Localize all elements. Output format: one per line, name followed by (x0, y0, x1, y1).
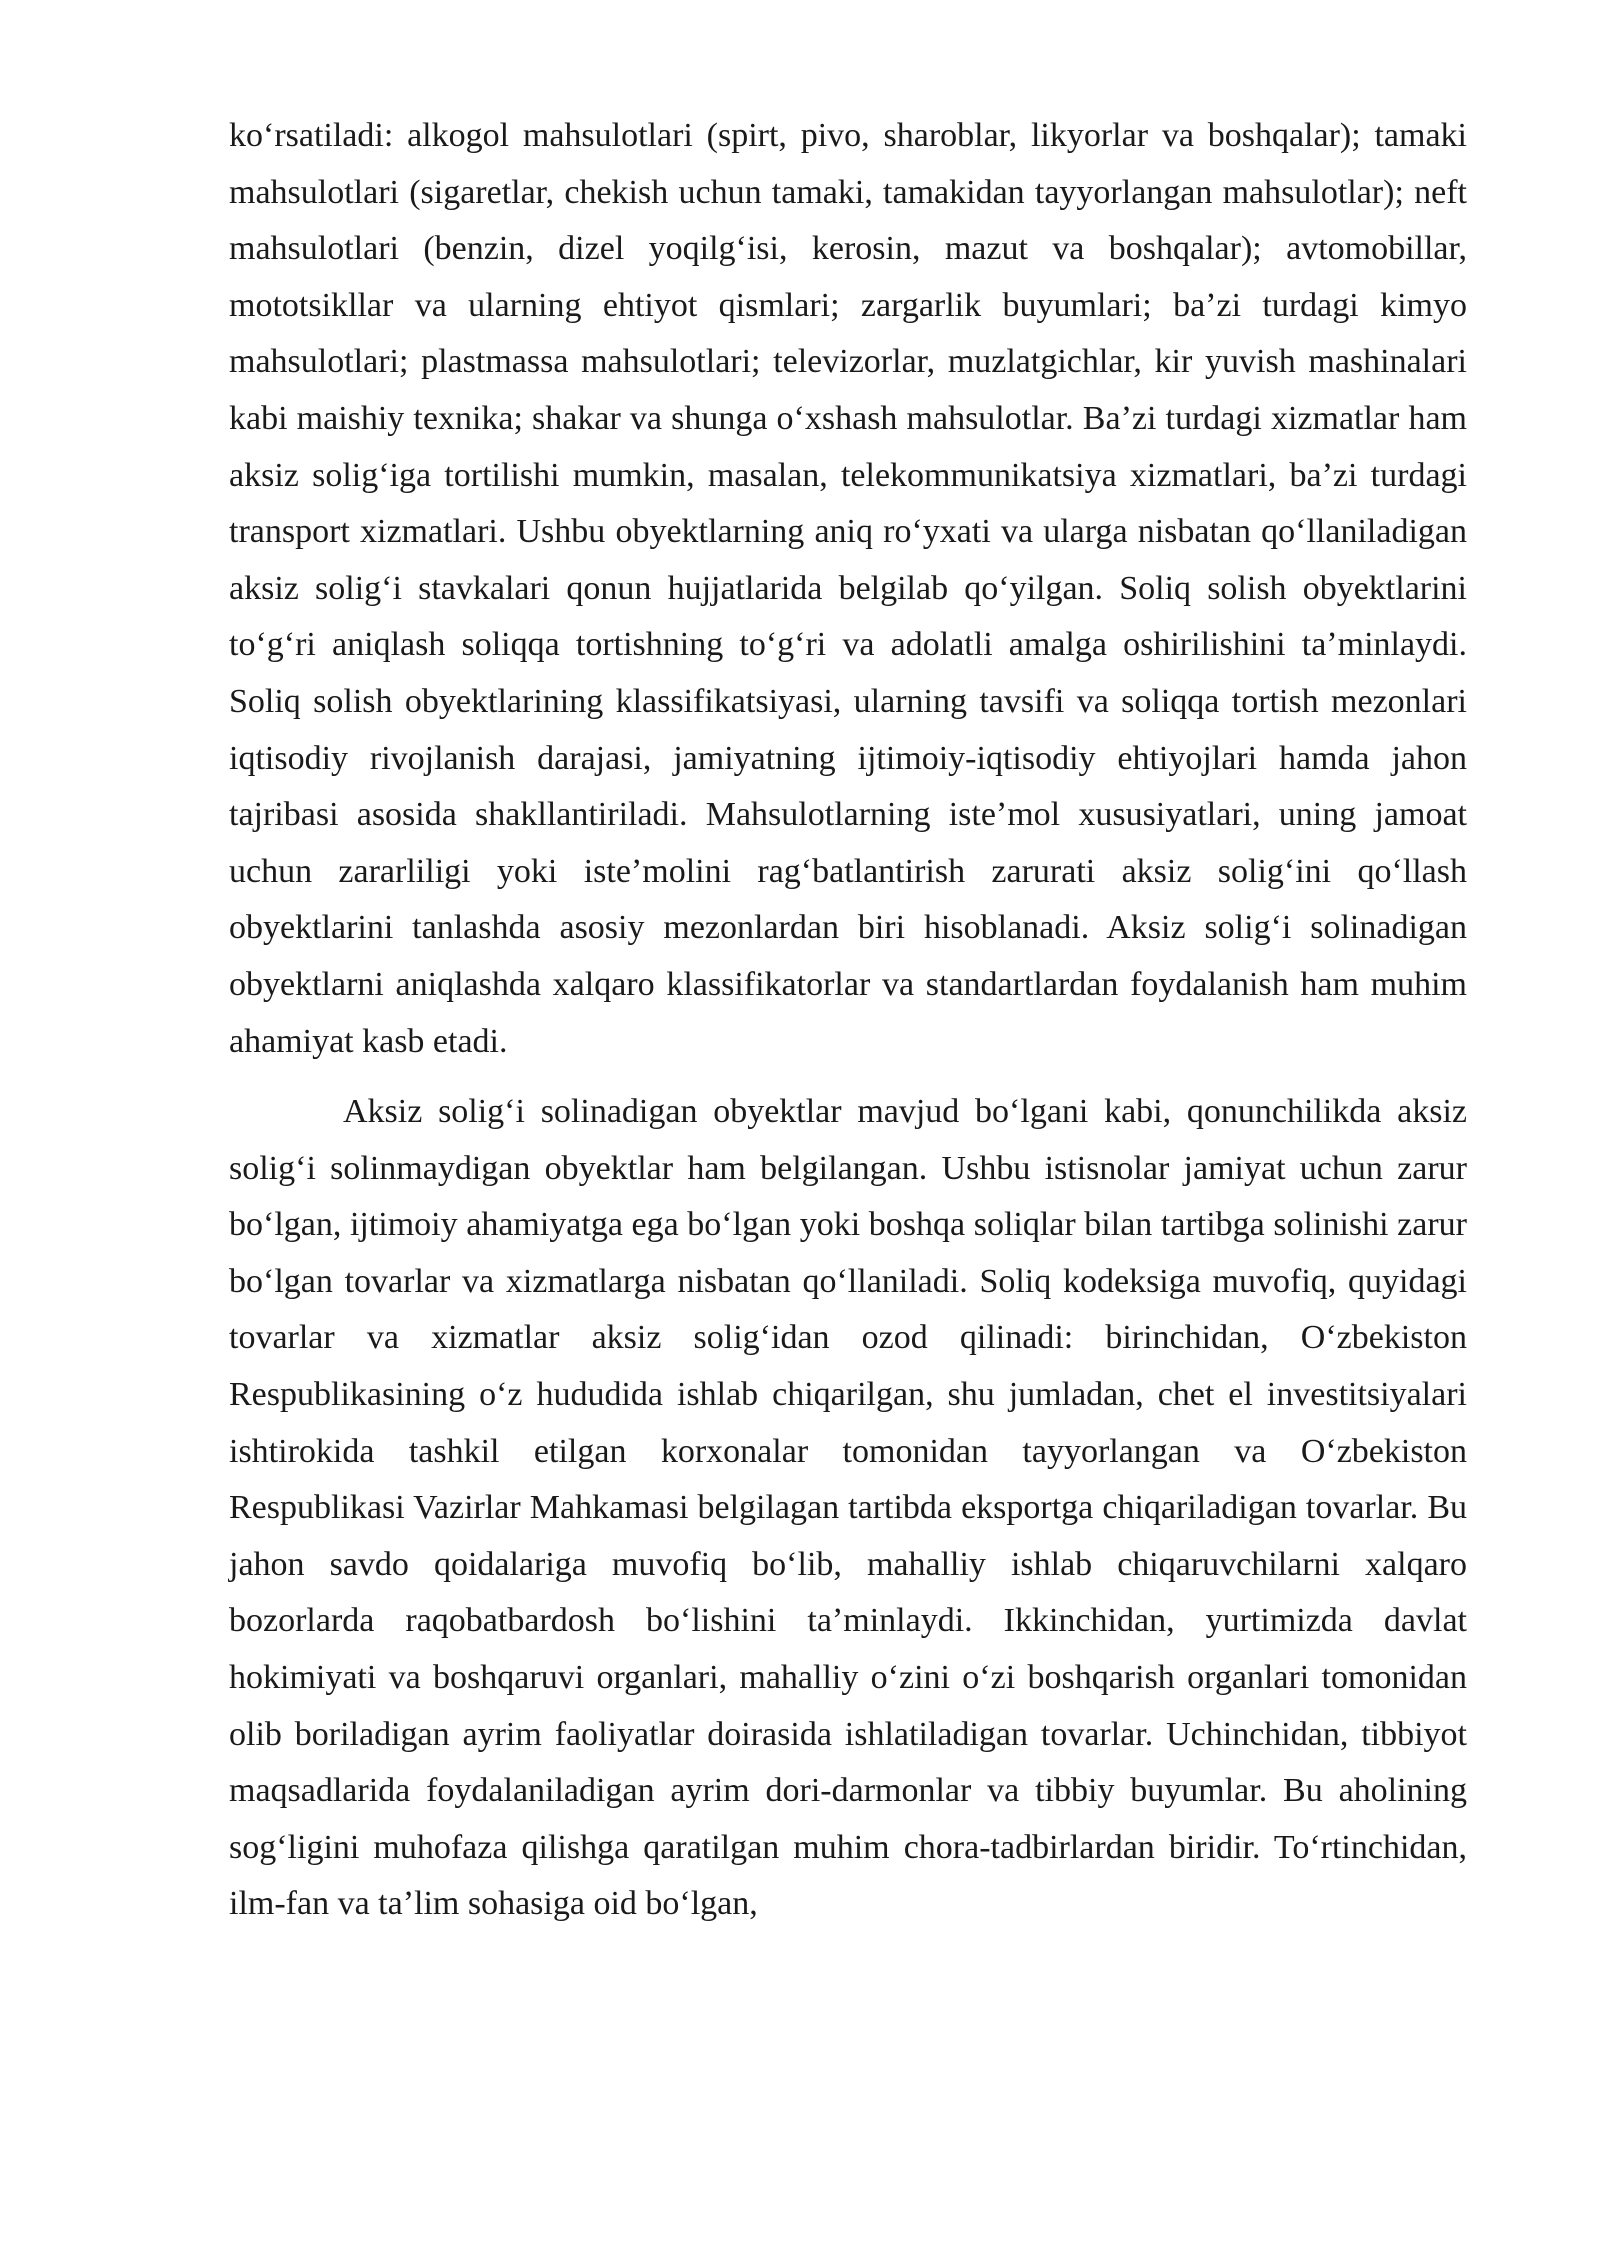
paragraph-excise-objects: koʻrsatiladi: alkogol mahsulotlari (spirt, pivo, sharoblar, likyorlar va boshqalar); tamaki mahsulotlari (sigaretlar, chekish uchun tamaki, tamakidan tayyorlangan mahsulotlar); neft mahsulotlari (benzin, dizel yoqilgʻisi, kerosin, mazut va boshqalar); avtomobillar, mototsikllar va ularning ehtiyot qismlari; zargarlik buyumlari; baʼzi turdagi kimyo mahsulotlari; plastmassa mahsulotlari; televizorlar, muzlatgichlar, kir yuvish mashinalari kabi maishiy texnika; shakar va shunga oʻxshash mahsulotlar. Baʼzi turdagi xizmatlar ham aksiz soligʻiga tortilishi mumkin, masalan, telekommunikatsiya xizmatlari, baʼzi turdagi transport xizmatlari. Ushbu obyektlarning aniq roʻyxati va ularga nisbatan qoʻllaniladigan aksiz soligʻi stavkalari qonun hujjatlarida belgilab qoʻyilgan. Soliq solish obyektlarini toʻgʻri aniqlash soliqqa tortishning toʻgʻri va adolatli amalga oshirilishini taʼminlaydi. Soliq solish obyektlarining klassifikatsiyasi, ularning tavsifi va soliqqa tortish mezonlari iqtisodiy rivojlanish darajasi, jamiyatning ijtimoiy-iqtisodiy ehtiyojlari hamda jahon tajribasi asosida shakllantiriladi. Mahsulotlarning isteʼmol xususiyatlari, uning jamoat uchun zararliligi yoki isteʼmolini ragʻbatlantirish zarurati aksiz soligʻini qoʻllash obyektlarini tanlashda asosiy mezonlardan biri hisoblanadi. Aksiz soligʻi solinadigan obyektlarni aniqlashda xalqaro klassifikatorlar va standartlardan foydalanish ham muhim ahamiyat kasb etadi. (229, 117, 1467, 1060)
paragraph-excise-exemptions: Aksiz soligʻi solinadigan obyektlar mavjud boʻlgani kabi, qonunchilikda aksiz soligʻi solinmaydigan obyektlar ham belgilangan. Ushbu istisnolar jamiyat uchun zarur boʻlgan, ijtimoiy ahamiyatga ega boʻlgan yoki boshqa soliqlar bilan tartibga solinishi zarur boʻlgan tovarlar va xizmatlarga nisbatan qoʻllaniladi. Soliq kodeksiga muvofiq, quyidagi tovarlar va xizmatlar aksiz soligʻidan ozod qilinadi: birinchidan, Oʻzbekiston Respublikasining oʻz hududida ishlab chiqarilgan, shu jumladan, chet el investitsiyalari ishtirokida tashkil etilgan korxonalar tomonidan tayyorlangan va Oʻzbekiston Respublikasi Vazirlar Mahkamasi belgilagan tartibda eksportga chiqariladigan tovarlar. Bu jahon savdo qoidalariga muvofiq boʻlib, mahalliy ishlab chiqaruvchilarni xalqaro bozorlarda raqobatbardosh boʻlishini taʼminlaydi. Ikkinchidan, yurtimizda davlat hokimiyati va boshqaruvi organlari, mahalliy oʻzini oʻzi boshqarish organlari tomonidan olib boriladigan ayrim faoliyatlar doirasida ishlatiladigan tovarlar. Uchinchidan, tibbiyot maqsadlarida foydalaniladigan ayrim dori-darmonlar va tibbiy buyumlar. Bu aholining sogʻligini muhofaza qilishga qaratilgan muhim chora-tadbirlardan biridir. Toʻrtinchidan, ilm-fan va taʼlim sohasiga oid boʻlgan, (229, 1093, 1467, 1923)
body-text (229, 108, 1467, 1933)
